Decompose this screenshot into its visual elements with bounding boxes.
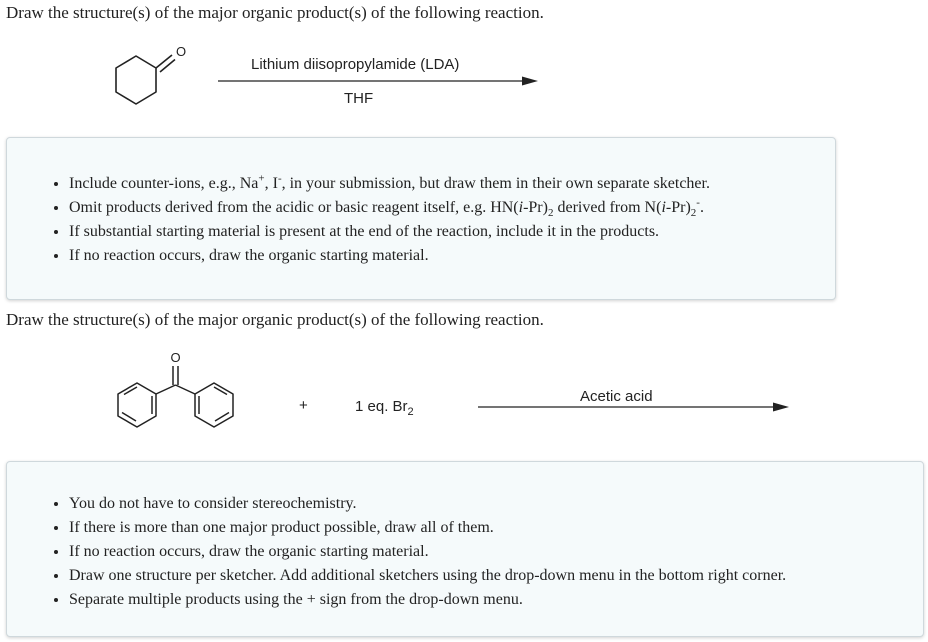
instruction-item: • Omit products derived from the acidic or basic reagent itself, e.g. $HN(i-Pr)_2$ derived from $N(i-Pr)_2^-$. [69, 196, 710, 220]
instructions-list-1 [7, 172, 710, 268]
instruction-item: • You do not have to consider stereochemistry. [69, 492, 786, 516]
reagent-bromine: 1 eq. $Br_2$ [355, 398, 414, 418]
oxygen-label: O [176, 44, 187, 59]
instruction-item: • If substantial starting material is present at the end of the reaction, include it in the products. [69, 220, 710, 244]
instruction-item: • Include counter-ions, e.g., Na+, I-, in your submission, but draw them in their own separate sketcher. [69, 172, 710, 196]
bond-left [156, 385, 176, 394]
carbonyl-bond [156, 55, 172, 68]
benzophenone-structure [108, 346, 258, 436]
instructions-panel-1 [6, 137, 836, 300]
instructions-list-2 [7, 492, 786, 612]
instruction-item: • If no reaction occurs, draw the organic starting material. [69, 540, 786, 564]
question-2-prompt: Draw the structure(s) of the major organic product(s) of the following reaction. [6, 310, 544, 329]
cyclohexanone-structure [108, 40, 198, 110]
right-phenyl-ring [195, 383, 233, 427]
reaction-arrow-2 [478, 400, 798, 414]
solvent-thf: THF [344, 90, 374, 107]
instructions-panel-2 [6, 461, 924, 637]
instruction-item: • Draw one structure per sketcher. Add additional sketchers using the drop-down menu in the bottom right corner. [69, 564, 786, 588]
oxygen-label: O [170, 350, 181, 365]
instruction-item: • If there is more than one major product possible, draw all of them. [69, 516, 786, 540]
reaction-arrow-1 [218, 74, 543, 88]
plus-sign: + [299, 397, 308, 414]
instruction-item: • If no reaction occurs, draw the organic starting material. [69, 244, 710, 268]
instruction-item: • Separate multiple products using the + sign from the drop-down menu. [69, 588, 786, 612]
reagent-lda: Lithium diisopropylamide (LDA) [251, 56, 460, 73]
left-phenyl-ring [118, 383, 156, 427]
bond-right [176, 385, 196, 394]
cyclohexane-ring [116, 56, 156, 104]
conditions-acetic-acid: Acetic acid [580, 388, 653, 405]
carbonyl-bond-second [160, 60, 175, 73]
question-1-prompt: Draw the structure(s) of the major organic product(s) of the following reaction. [6, 3, 544, 22]
